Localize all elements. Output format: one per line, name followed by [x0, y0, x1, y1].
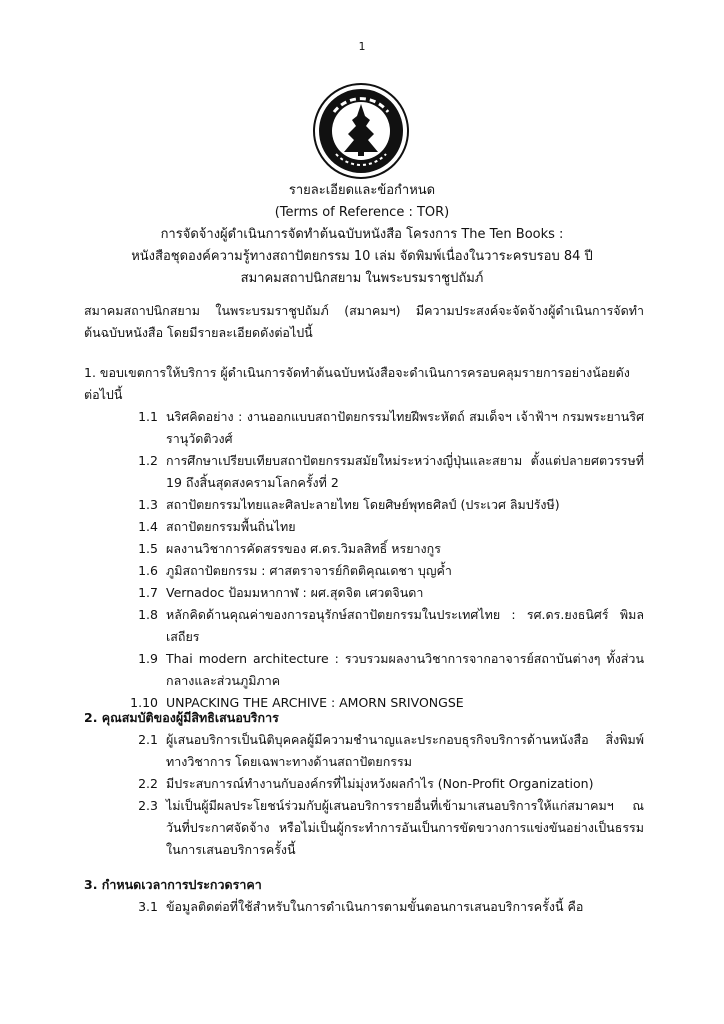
- title-line-3: การจัดจ้างผู้ดำเนินการจัดทำต้นฉบับหนังสือ โครงการ The Ten Books :: [160, 227, 564, 242]
- title-line-1: รายละเอียดและข้อกำหนด: [288, 183, 436, 198]
- intro-section: [84, 300, 644, 344]
- item-text: ผู้เสนอบริการเป็นนิติบุคคลผู้มีความชำนาญและประกอบธุรกิจบริการด้านหนังสือ สิ่งพิมพ์ ทางวิชาการ โดยเฉพาะทางด้านสถาปัตยกรรม: [166, 732, 644, 769]
- item-text: นริศคิดอย่าง : งานออกแบบสถาปัตยกรรมไทยฝีพระหัตถ์ สมเด็จฯ เจ้าฟ้าฯ กรมพระยานริศรานุวัดติวงศ์: [166, 409, 644, 446]
- list-item: [84, 494, 644, 516]
- item-number: 1.9: [138, 651, 158, 666]
- page-number: 1: [358, 40, 366, 53]
- item-number: 2.2: [138, 776, 158, 791]
- list-item: [84, 450, 644, 494]
- section-2: [84, 707, 644, 861]
- item-text: ข้อมูลติดต่อที่ใช้สำหรับในการดำเนินการตามขั้นตอนการเสนอบริการครั้งนี้ คือ: [166, 899, 584, 914]
- item-number: 2.1: [138, 732, 158, 747]
- list-item: [84, 896, 644, 918]
- section-3: [84, 874, 644, 918]
- title-line-5: สมาคมสถาปนิกสยาม ในพระบรมราชูปถัมภ์: [240, 271, 484, 286]
- item-number: 1.4: [138, 519, 158, 534]
- section-3-heading: 3. กำหนดเวลาการประกวดราคา: [84, 877, 262, 892]
- list-item: [84, 516, 644, 538]
- item-number: 1.7: [138, 585, 158, 600]
- item-text: ผลงานวิชาการคัดสรรของ ศ.ดร.วิมลสิทธิ์ หรยางกูร: [166, 541, 441, 556]
- item-number: 2.3: [138, 798, 158, 813]
- intro-paragraph: สมาคมสถาปนิกสยาม ในพระบรมราชูปถัมภ์ (สมาคมฯ) มีความประสงค์จะจัดจ้างผู้ดำเนินการจัดทำต้นฉบับหนังสือ โดยมีรายละเอียดดังต่อไปนี้: [84, 303, 644, 340]
- item-number: 1.3: [138, 497, 158, 512]
- list-item: [84, 560, 644, 582]
- item-text: ภูมิสถาปัตยกรรม : ศาสตราจารย์กิตติคุณเดชา บุญค้ำ: [166, 563, 452, 578]
- list-item: [84, 773, 644, 795]
- item-number: 1.1: [138, 409, 158, 424]
- list-item: [84, 795, 644, 861]
- list-item: [84, 648, 644, 692]
- logo-seal-icon: [312, 82, 410, 180]
- item-text: หลักคิดด้านคุณค่าของการอนุรักษ์สถาปัตยกรรมในประเทศไทย : รศ.ดร.ยงธนิศร์ พิมลเสถียร: [166, 607, 644, 644]
- item-text: สถาปัตยกรรมไทยและศิลปะลายไทย โดยศิษย์พุทธศิลป์ (ประเวศ ลิมปรังษี): [166, 497, 560, 512]
- item-number: 1.2: [138, 453, 158, 468]
- list-item: [84, 406, 644, 450]
- item-text: มีประสบการณ์ทำงานกับองค์กรที่ไม่มุ่งหวังผลกำไร (Non-Profit Organization): [166, 776, 594, 791]
- section-1: [84, 362, 644, 714]
- item-number: 1.5: [138, 541, 158, 556]
- item-text: สถาปัตยกรรมพื้นถิ่นไทย: [166, 519, 296, 534]
- item-text: การศึกษาเปรียบเทียบสถาปัตยกรรมสมัยใหม่ระหว่างญี่ปุ่นและสยาม ตั้งแต่ปลายศตวรรษที่ 19 ถึงสิ้นสุดสงครามโลกครั้งที่ 2: [166, 453, 644, 490]
- item-text: ไม่เป็นผู้มีผลประโยชน์ร่วมกับผู้เสนอบริการรายอื่นที่เข้ามาเสนอบริการให้แก่สมาคมฯ ณ วันที่ประกาศจัดจ้าง หรือไม่เป็นผู้กระทำการอันเป็นการขัดขวางการแข่งขันอย่างเป็นธรรมในการเสนอบริการครั้งนี้: [166, 798, 644, 857]
- title-line-4: หนังสือชุดองค์ความรู้ทางสถาปัตยกรรม 10 เล่ม จัดพิมพ์เนื่องในวาระครบรอบ 84 ปี: [131, 249, 593, 264]
- list-item: [84, 604, 644, 648]
- association-logo: [312, 82, 410, 180]
- item-text: UNPACKING THE ARCHIVE : AMORN SRIVONGSE: [166, 695, 464, 710]
- item-number: 1.8: [138, 607, 158, 622]
- document-title: [60, 180, 664, 290]
- item-number: 1.10: [130, 695, 158, 710]
- section-2-heading: 2. คุณสมบัติของผู้มีสิทธิเสนอบริการ: [84, 710, 279, 725]
- item-number: 1.6: [138, 563, 158, 578]
- section-1-heading: 1. ขอบเขตการให้บริการ ผู้ดำเนินการจัดทำต้นฉบับหนังสือจะดำเนินการครอบคลุมรายการอย่างน้อยดังต่อไปนี้: [84, 365, 630, 402]
- title-line-2: (Terms of Reference : TOR): [274, 205, 450, 220]
- item-number: 3.1: [138, 899, 158, 914]
- list-item: [84, 729, 644, 773]
- item-text: Thai modern architecture : รวบรวมผลงานวิชาการจากอาจารย์สถาบันต่างๆ ทั้งส่วนกลางและส่วนภูมิภาค: [166, 651, 644, 688]
- list-item: [84, 538, 644, 560]
- item-text: Vernadoc ป้อมมหากาฬ : ผศ.สุดจิต เศวตจินดา: [166, 585, 424, 600]
- list-item: [84, 582, 644, 604]
